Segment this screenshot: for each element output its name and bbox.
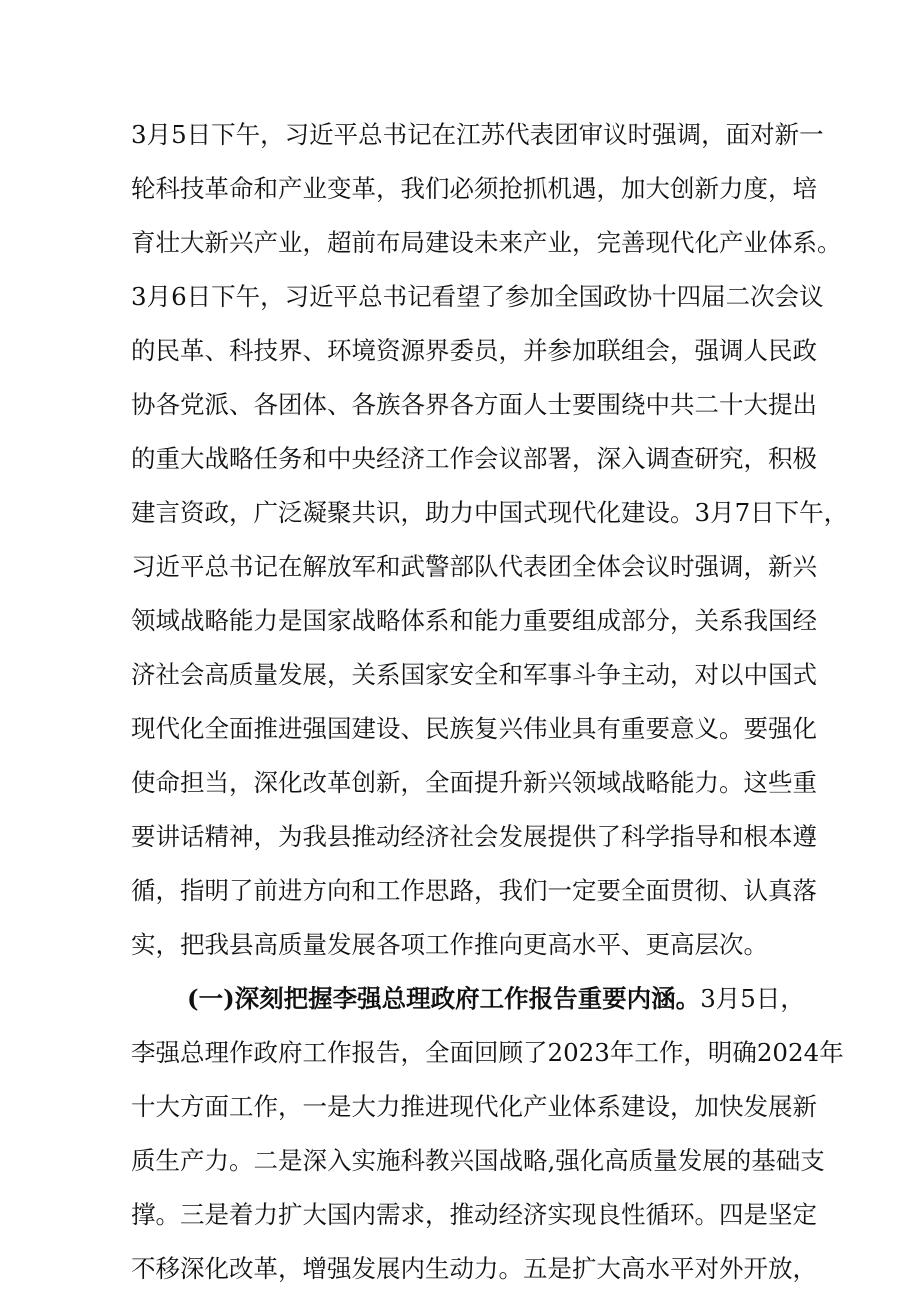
paragraph-2	[131, 972, 844, 1296]
text-line: 济社会高质量发展，关系国家安全和军事斗争主动，对以中国式	[131, 660, 817, 689]
text-line: 撑。三是着力扩大国内需求，推动经济实现良性循环。四是坚定	[131, 1200, 817, 1229]
text-line: 习近平总书记在解放军和武警部队代表团全体会议时强调，新兴	[131, 552, 817, 581]
text-line: 育壮大新兴产业，超前布局建设未来产业，完善现代化产业体系。	[131, 228, 842, 257]
text-line: 十大方面工作，一是大力推进现代化产业体系建设，加快发展新	[131, 1092, 817, 1121]
text-line: 领域战略能力是国家战略体系和能力重要组成部分，关系我国经	[131, 606, 817, 635]
text-line: 3月6日下午，习近平总书记看望了参加全国政协十四届二次会议	[131, 282, 824, 311]
section-heading-line	[131, 972, 805, 1026]
text-line: 3月5日下午，习近平总书记在江苏代表团审议时强调，面对新一	[131, 120, 824, 149]
section-heading: (一)深刻把握李强总理政府工作报告重要内涵。	[187, 984, 701, 1013]
text-line: 实，把我县高质量发展各项工作推向更高水平、更高层次。	[131, 930, 768, 959]
heading-line-rest: 3月5日，	[700, 984, 805, 1013]
text-line: 循，指明了前进方向和工作思路，我们一定要全面贯彻、认真落	[131, 876, 817, 905]
text-line: 要讲话精神，为我县推动经济社会发展提供了科学指导和根本遵	[131, 822, 817, 851]
text-line: 的重大战略任务和中央经济工作会议部署，深入调查研究，积极	[131, 444, 817, 473]
paragraph-1	[131, 108, 849, 972]
text-line: 使命担当，深化改革创新，全面提升新兴领域战略能力。这些重	[131, 768, 817, 797]
text-line: 质生产力。二是深入实施科教兴国战略,强化高质量发展的基础支	[131, 1146, 825, 1175]
text-line: 不移深化改革，增强发展内生动力。五是扩大高水平对外开放，	[131, 1254, 817, 1283]
text-line: 李强总理作政府工作报告，全面回顾了2023年工作，明确2024年	[131, 1038, 844, 1067]
body-text	[131, 108, 849, 1296]
text-line: 的民革、科技界、环境资源界委员，并参加联组会，强调人民政	[131, 336, 817, 365]
text-line: 现代化全面推进强国建设、民族复兴伟业具有重要意义。要强化	[131, 714, 817, 743]
text-line: 建言资政，广泛凝聚共识，助力中国式现代化建设。3月7日下午，	[131, 498, 849, 527]
text-line: 轮科技革命和产业变革，我们必须抢抓机遇，加大创新力度，培	[131, 174, 817, 203]
text-line: 协各党派、各团体、各族各界各方面人士要围绕中共二十大提出	[131, 390, 817, 419]
